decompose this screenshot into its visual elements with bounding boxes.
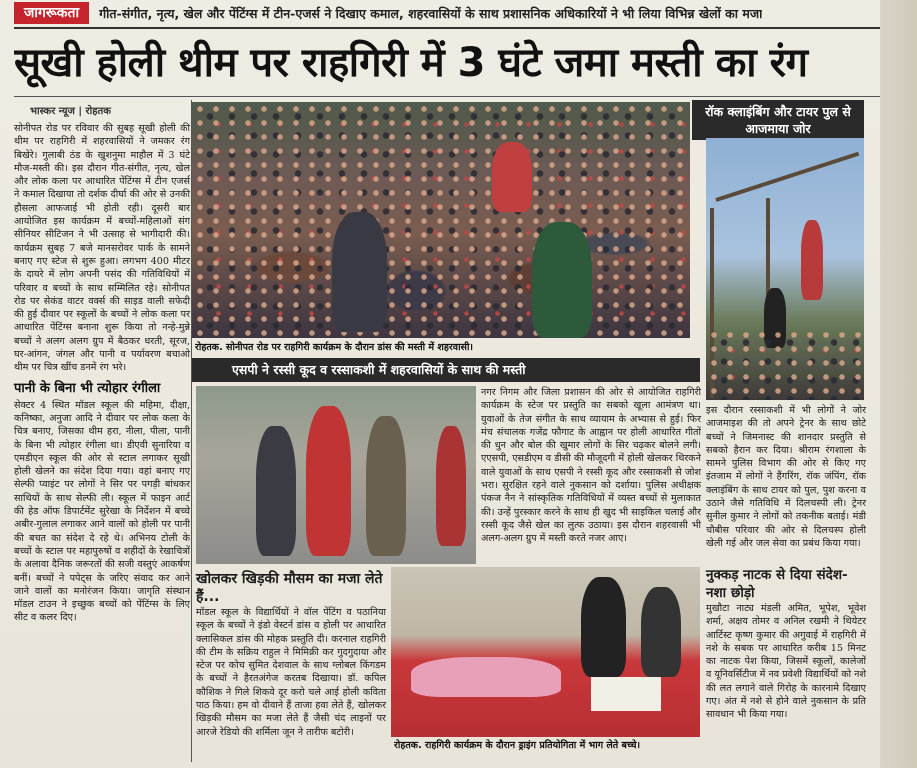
drawing-photo-caption: रोहतक. राहगिरी कार्यक्रम के दौरान ड्राइंग प्रतियोगिता में भाग लेते बच्चे। — [394, 740, 641, 751]
khidki-body: मॉडल स्कूल के विद्यार्थियों ने वॉल पेंटिंग व पठानिया स्कूल के बच्चों ने इंडो वेस्टर्न डांस व होली पर आधारित क्लासिकल डांस की मोहक प्रस्तुति दी। करनाल राहगिरी की टीम के सक्रिय राहुल ने मिमिक्री कर गुदगुदाया और स्टेज पर कोच सुमित देशवाल के साथ ग्लोबल किंगडम के बच्चों ने हैरतअंगेज करतब दिखाया। डॉ. कपिल कौशिक ने गिले शिकवे दूर करो चले आई होली कविता पाठ किया। हम वो दीवाने हैं ताजा हवा लेते हैं, खोलकर खिड़की मौसम का मजा लेते हैं जैसी चंद लाइनों पर आरजे रेडियो की शर्मिला जून ने तारीफ बटोरी। — [196, 607, 386, 738]
khidki-heading: खोलकर खिड़की मौसम का मजा लेते हैं... — [196, 571, 383, 605]
left-para-1: सोनीपत रोड पर रविवार की सुबह सूखी होली की थीम पर राहगिरी में शहरवासियों ने जमकर रंग बिखेरे। गुलाबी ठंड के खुशनुमा माहौल में 3 घंटे मौज-मस्ती की। इस दौरान गीत-संगीत, नृत्य, खेल और लोक कला पर आधारित पेंटिंग्स में टीन एजर्स ने कमाल दिखाया तो दर्शक दीर्घा की ओर से उनकी हौसला आफजाई भी होती रही। दूसरी बार आयोजित इस कार्यक्रम में बच्चों-महिलाओं संग सीनियर सीटिजन ने भी उत्साह से भागीदारी की। कार्यक्रम सुबह 7 बजे मानसरोवर पार्क के सामने बनाए गए स्टेज से शुरू हुआ। लगभग 400 मीटर के दायरे में लोग अपनी पसंद की गतिविधियों में परिवार व बच्चों के साथ सम्मिलित रहे। सोनीपत रोड पर सेकंड वाटर वर्क्स की साइड वाली सफेदी की हुई दीवार पर स्कूलों के बच्चों ने लोक कला पर आधारित पेंटिंग्स बनाना शुरू किया तो नन्हे-मुन्ने बच्चों ने अलग अलग ग्रुप में बैठकर धरती, सूरज, घर-आंगन, जंगल और पानी व पर्यावरण बचाओ थीम पर चित्र खींच डनमें रंग भरे। — [14, 123, 190, 374]
section-tag: जागरूकता — [14, 2, 89, 24]
khidki-column — [196, 606, 386, 739]
left-para-2: सेक्टर 4 स्थित मॉडल स्कूल की महिमा, दीक्षा, कनिष्का, अनुजा आदि ने दीवार पर लोक कला के चित्र बनाए, जिसका थीम हरा, नीला, पीला, पानी के बिना भी त्योहार रंगीला था। डीएवी सुनारिया व एमडीएन स्कूल की ओर से स्टाल लगाकर सूखी होली खेलने का संदेश दिया गया। वहां बनाए गए सेल्फी प्वाइंट पर लोगों ने सिर पर पगड़ी बांधकर साथियों के साथ सेल्फी ली। स्कूल में फाइन आर्ट की हेड ऑफ डिपार्टमेंट सुरेखा के निर्देशन में बच्चे अबीर-गुलाल लगाकर आने वालों को होली पर पानी की बचत का संदेश दे रहे थे। अभिनय टोली के बच्चों के स्टाल पर महापुरुषों व शहीदों के रेखाचित्रों के अलावा दैनिक जरूरतों की सजी वस्तुएं आकर्षण बनीं। बच्चों ने पपेट्स के जरिए संवाद कर आने जाने वालों का मनोरंजन किया। जागृति संस्थान मॉडल टाउन ने इच्छुक बच्चों को पेंटिंग्स के लिए सीट व कलर दिए। — [14, 399, 190, 624]
rock-column — [706, 404, 866, 550]
headline: सूखी होली थीम पर राहगिरी में 3 घंटे जमा मस्ती का रंग — [14, 40, 808, 86]
rock-body: इस दौरान रस्साकशी में भी लोगों ने जोर आजमाइश की तो अपने ट्रेनर के साथ छोटे बच्चों ने जिमनास्ट की शानदार प्रस्तुति से सबको हैरान कर दिया। श्रीराम रंगशाला के सामने पुलिस विभाग की ओर से किए गए इंतजाम में लोगों ने हैंगरिंग, रॉक जंपिंग, रॉक क्लाइंबिंग के साथ टायर को पुल, पुश करना व उठाने जैसे गतिविधि में दिलचस्पी ली। ट्रेनर सुनील कुमार ने लोगों को तकनीक बताई। मंडी चौबीस परिवार की ओर से दिलचस्प होली खेली गई और जल सेवा का प्रबंध किया गया। — [706, 405, 866, 549]
left-column — [14, 122, 190, 625]
person-figure — [436, 426, 466, 546]
person-figure — [256, 426, 296, 556]
rope-jump-photo — [196, 386, 476, 564]
crowd-dance-photo — [192, 102, 690, 338]
page-edge — [880, 0, 917, 768]
left-subhead: पानी के बिना भी त्योहार रंगीला — [14, 380, 161, 396]
top-rule — [14, 27, 894, 29]
rock-climbing-heading: रॉक क्लाइंबिंग और टायर पुल से आजमाया जोर — [692, 100, 864, 140]
crowd-texture — [192, 102, 690, 338]
nukkad-column — [706, 602, 866, 722]
byline: भास्कर न्यूज | रोहतक — [30, 106, 111, 117]
crowd-texture — [706, 328, 864, 400]
child-figure — [411, 657, 561, 697]
top-strip — [14, 0, 894, 26]
headline-rule — [14, 96, 894, 97]
person-figure — [366, 416, 406, 556]
nukkad-heading: नुक्कड़ नाटक से दिया संदेश-नशा छोड़ो — [706, 567, 848, 601]
child-figure — [641, 587, 681, 677]
person-figure — [532, 222, 592, 338]
rock-climbing-photo — [706, 138, 864, 400]
person-figure — [492, 142, 532, 212]
drawing-sheet — [591, 677, 661, 711]
sp-body: नगर निगम और जिला प्रशासन की ओर से आयोजित राहगिरी कार्यक्रम के स्टेज पर प्रस्तुति का सबको खूला आमंत्रण था। युवाओं के तेज संगीत के साथ व्यायाम के अभ्यास से हुई। फिर मंच संचालक गजेंद्र फौगाट के आह्वान पर होली आधारित गीतों की धुन और बोल की खुमार लोगों के सिर चढ़कर बोलने लगी। एएसपी, एसडीएम व डीसी की मौजूदगी में होली खेलकर थिरकने वाले युवाओं के साथ एसपी ने रस्सी कूद और रस्साकशी से जोश भरा। सुरक्षित रहने वाले नुकसान को दर्शाया। पुलिस अधीक्षक पंकज नैन ने सांस्कृतिक गतिविधियों में व्यस्त बच्चों से मुलाकात की। उन्हें पुरस्कार करने के साथ ही खुद भी साइकिल चलाई और रस्सी कूद जैसे खेल का लुत्फ उठाया। इस दौरान शहरवासी भी अलग-अलग ग्रुप में मस्ती करते नजर आए। — [481, 387, 701, 545]
person-figure — [332, 212, 387, 332]
climber-figure — [801, 220, 823, 300]
nukkad-body: मुखौटा नाट्य मंडली अमित, भूपेश, भूवेश शर्मा, अक्षय तोमर व अनिल रखमी ने थियेटर आर्टिस्ट कृष्ण कुमार की अगुवाई में राहगिरी में नशे के सबक पर आधारित करीब 15 मिनट का नाटक पेश किया, जिसमें स्कूलों, कालेजों व यूनिवर्सिटीज में नव प्रवेशी विद्यार्थियों को नशे की लत लगाने वाले गिरोह के कारनामे दिखाए गए। अंत में नशे से होने वाले नुकसान के प्रति सावधान भी किया गया। — [706, 603, 866, 721]
sp-column — [481, 386, 701, 546]
strapline: गीत-संगीत, नृत्य, खेल और पेंटिंग्स में टीन-एजर्स ने दिखाए कमाल, शहरवासियों के साथ प्रशासनिक अधिकारियों ने भी लिया विभिन्न खेलों का मजा — [99, 5, 763, 21]
drawing-competition-photo — [391, 567, 700, 737]
child-figure — [581, 577, 626, 677]
climbing-bar — [715, 152, 859, 202]
main-photo-caption: रोहतक. सोनीपत रोड पर राहगिरी कार्यक्रम के दौरान डांस की मस्ती में शहरवासी। — [195, 342, 474, 353]
sp-heading: एसपी ने रस्सी कूद व रस्साकशी में शहरवासियों के साथ की मस्ती — [192, 358, 700, 382]
person-figure — [306, 406, 351, 556]
